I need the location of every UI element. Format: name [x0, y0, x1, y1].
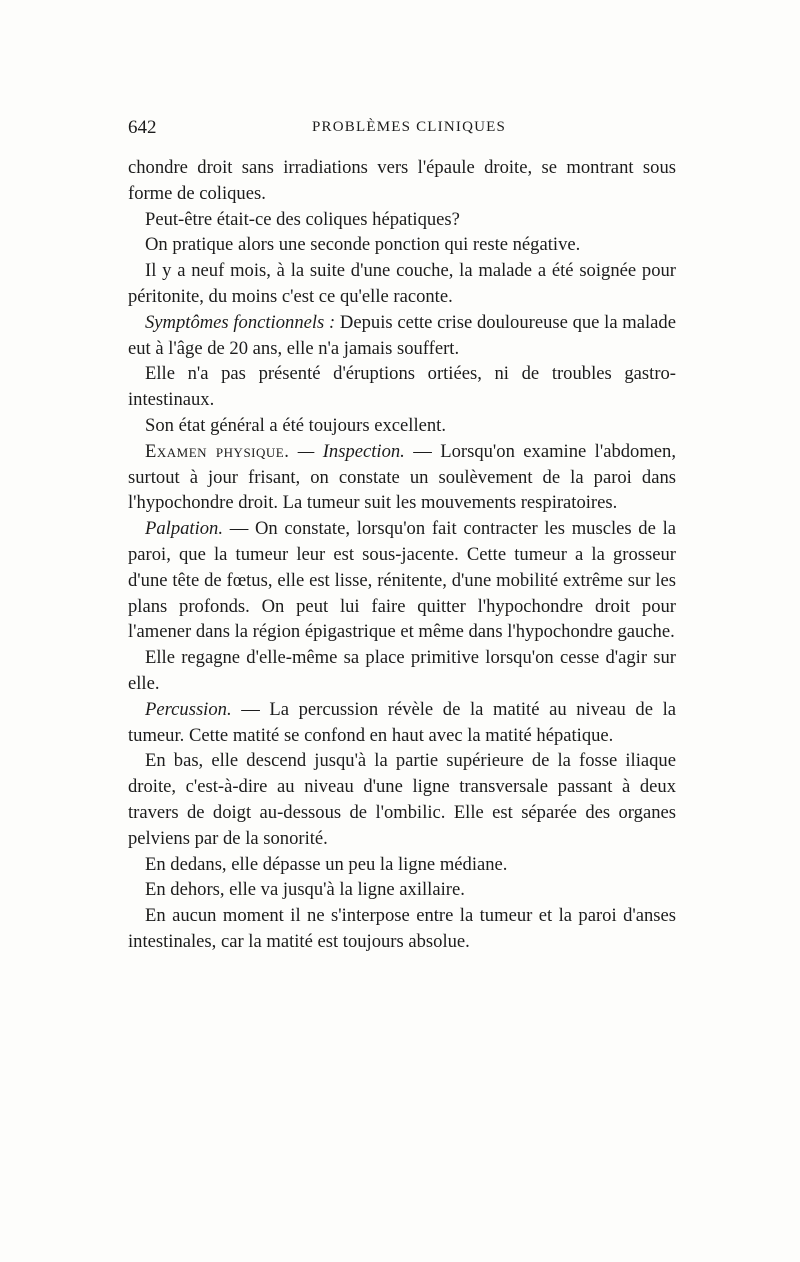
paragraph-lead: Symptômes fonctionnels : [145, 311, 336, 333]
page-number: 642 [128, 117, 157, 138]
paragraph: En bas, elle descend jusqu'à la partie supérieure de la fosse iliaque droite, c'est-à-dire au niveau d'une ligne transversale passant à deux travers de doigt au-dessous de l'ombilic. Elle est séparée des organes pelviens par de la sonorité. [128, 750, 676, 849]
paragraph-continuation: chondre droit sans irradiations vers l'épaule droite, se montrant sous forme de coliques. [128, 157, 676, 204]
paragraph: Peut-être était-ce des coliques hépatiques? [145, 208, 460, 230]
paragraph: On pratique alors une seconde ponction qui reste négative. [145, 234, 581, 256]
paragraph-palpation: Palpation. — On constate, lorsqu'on fait contracter les muscles de la paroi, que la tumeur leur est sous-jacente. Cette tumeur a la grosseur d'une tête de fœtus, elle est lisse, rénitente, d'une mobilité extrême sur les plans profonds. On peut lui faire quitter l'hypochondre droit pour l'amener dans la région épigastrique et même dans l'hypochondre gauche. [128, 518, 676, 643]
body-text [128, 155, 676, 955]
paragraph-lead: Percussion. [145, 698, 232, 720]
paragraph: En dehors, elle va jusqu'à la ligne axillaire. [145, 879, 465, 901]
paragraph-examen: Examen physique. — Inspection. — Lorsqu'on examine l'abdomen, surtout à jour frisant, on constate un soulèvement de la paroi dans l'hypochondre droit. La tumeur suit les mouvements respiratoires. [128, 440, 677, 514]
page-header [128, 117, 676, 145]
paragraph-lead: Palpation. [145, 518, 223, 540]
paragraph: En aucun moment il ne s'interpose entre la tumeur et la paroi d'anses intestinales, car la matité est toujours absolue. [128, 905, 676, 952]
paragraph: Elle n'a pas présenté d'éruptions ortiées, ni de troubles gastro-intestinaux. [128, 363, 676, 411]
paragraph: Son état général a été toujours excellent. [145, 414, 446, 436]
paragraph: En dedans, elle dépasse un peu la ligne médiane. [145, 853, 508, 875]
running-title: PROBLÈMES CLINIQUES [312, 119, 507, 135]
paragraph-symptomes: Symptômes fonctionnels : Depuis cette crise douloureuse que la malade eut à l'âge de 20 ans, elle n'a jamais souffert. [128, 311, 676, 359]
paragraph: Elle regagne d'elle-même sa place primitive lorsqu'on cesse d'agir sur elle. [128, 647, 676, 694]
paragraph: Il y a neuf mois, à la suite d'une couche, la malade a été soignée pour péritonite, du moins c'est ce qu'elle raconte. [128, 260, 676, 307]
paragraph-lead: — Inspection. [289, 440, 405, 462]
paragraph-percussion: Percussion. — La percussion révèle de la matité au niveau de la tumeur. Cette matité se confond en haut avec la matité hépatique. [128, 698, 676, 746]
section-heading: Examen physique. [145, 440, 290, 462]
